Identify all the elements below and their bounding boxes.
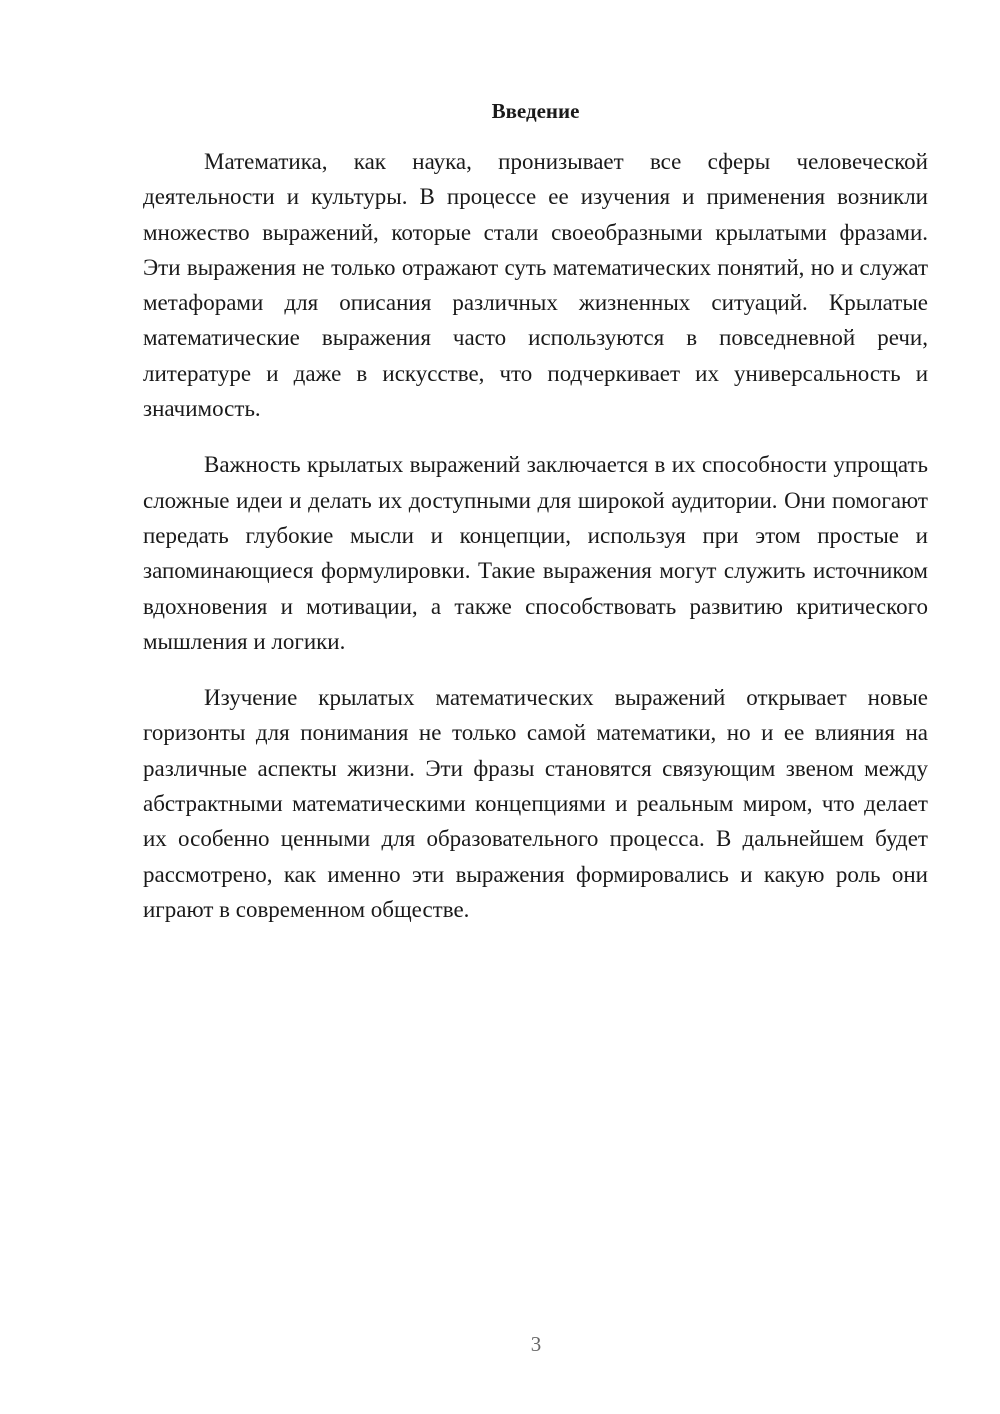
paragraph-1: Математика, как наука, пронизывает все сферы человеческой деятельности и культуры. В процессе ее изучения и применения возникли множество выражений, которые стали своеобразными крылатыми фразами. Эти выражения не только отражают суть математических понятий, но и служат метафорами для описания различных жизненных ситуаций. Крылатые математические выражения часто используются в повседневной речи, литературе и даже в искусстве, что подчеркивает их универсальность и значимость. [143,149,928,422]
section-heading: Введение [491,99,580,123]
paragraph-2: Важность крылатых выражений заключается в их способности упрощать сложные идеи и делать их доступными для широкой аудитории. Они помогают передать глубокие мысли и концепции, используя при этом простые и запоминающиеся формулировки. Такие выражения могут служить источником вдохновения и мотивации, а также способствовать развитию критического мышления и логики. [143,452,928,654]
page-content [143,96,928,948]
page-number: 3 [530,1332,542,1356]
paragraph-3: Изучение крылатых математических выражений открывает новые горизонты для понимания не только самой математики, но и ее влияния на различные аспекты жизни. Эти фразы становятся связующим звеном между абстрактными математическими концепциями и реальным миром, что делает их особенно ценными для образовательного процесса. В дальнейшем будет рассмотрено, как именно эти выражения формировались и какую роль они играют в современном обществе. [143,685,928,922]
